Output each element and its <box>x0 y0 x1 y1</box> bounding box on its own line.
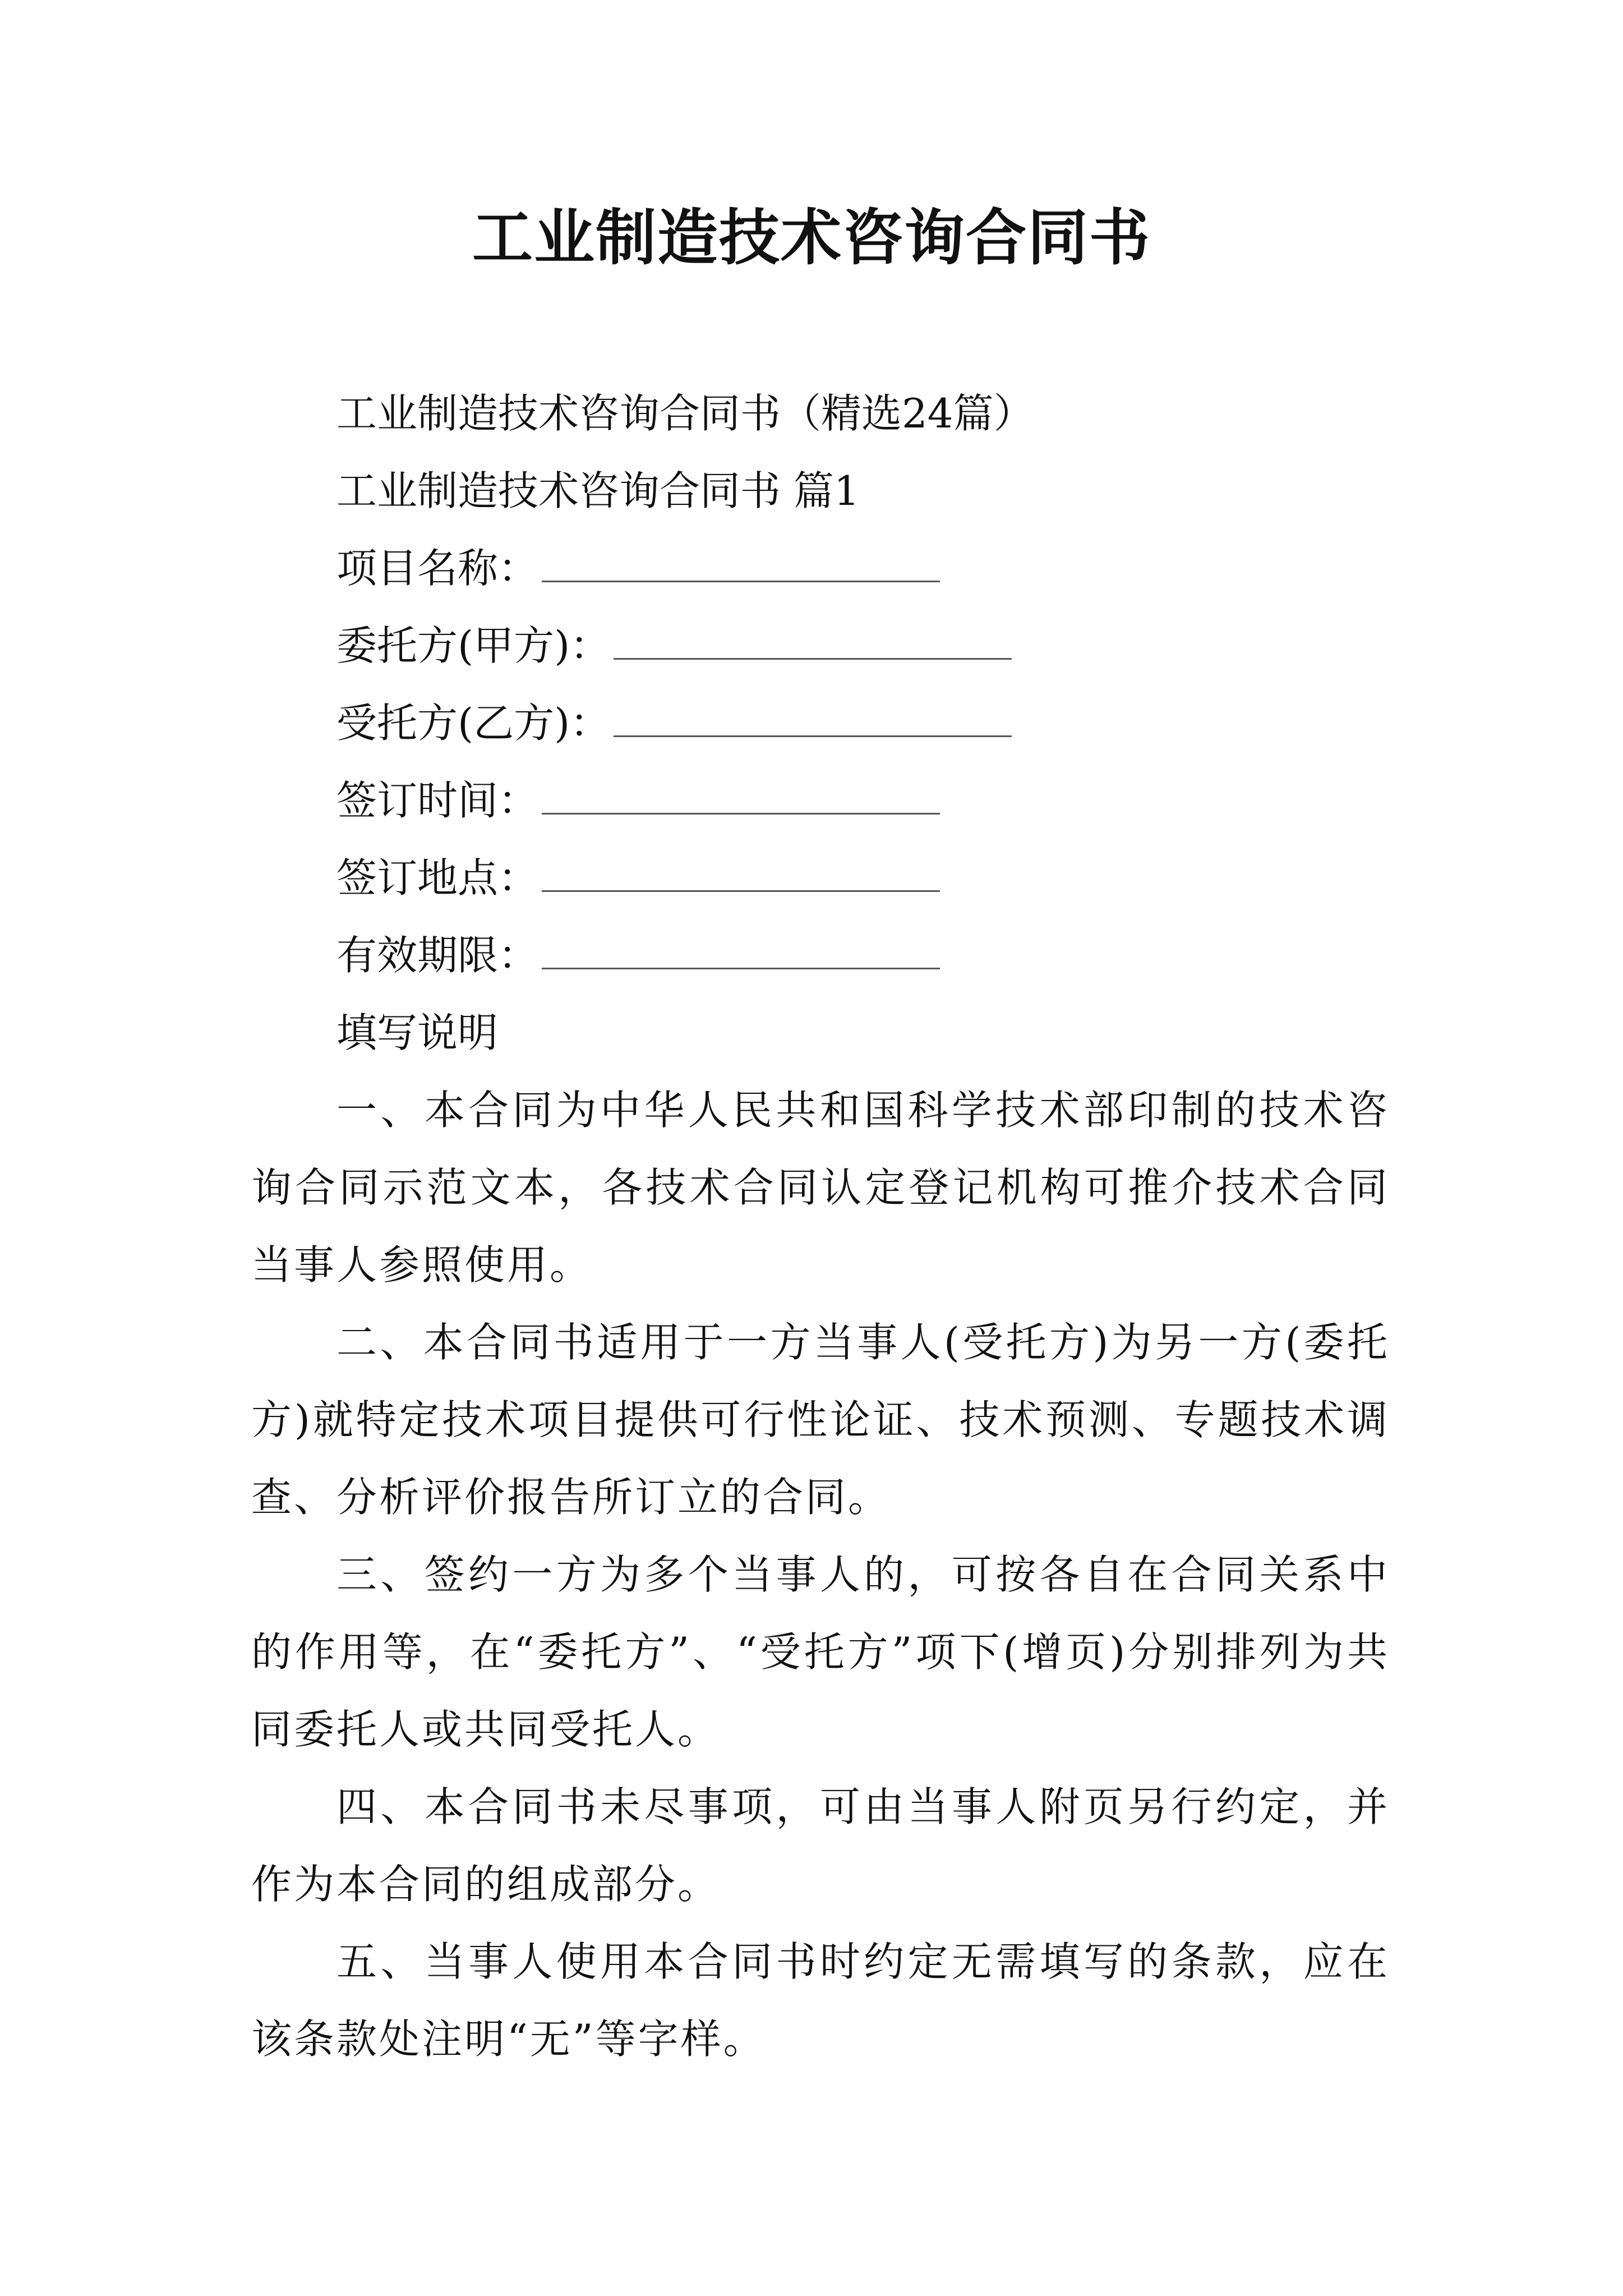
field-label: 项目名称： <box>336 545 539 592</box>
instruction-paragraph-5: 五、当事人使用本合同书时约定无需填写的条款，应在该条款处注明“无”等字样。 <box>251 1938 1390 2063</box>
blank-line <box>542 780 940 815</box>
field-contractor <box>251 684 1390 762</box>
instruction-paragraph-4: 四、本合同书未尽事项，可由当事人附页另行约定，并作为本合同的组成部分。 <box>251 1783 1390 1908</box>
field-label: 签订时间： <box>336 777 539 824</box>
field-sign-date <box>251 762 1390 839</box>
blank-line <box>614 625 1012 660</box>
instruction-paragraph-3: 三、签约一方为多个当事人的，可按各自在合同关系中的作用等，在“委托方”、“受托方”项下(增页)分别排列为共同委托人或共同受托人。 <box>251 1551 1390 1753</box>
blank-line <box>542 548 940 582</box>
field-client <box>251 607 1390 684</box>
blank-line <box>542 935 940 969</box>
blank-line <box>542 858 940 892</box>
section-heading: 工业制造技术咨询合同书 篇1 <box>336 467 860 514</box>
field-label: 有效期限： <box>336 932 539 979</box>
instructions-heading: 填写说明 <box>336 1009 499 1056</box>
instruction-paragraph-1: 一、本合同为中华人民共和国科学技术部印制的技术咨询合同示范文本，各技术合同认定登记机构可推介技术合同当事人参照使用。 <box>251 1087 1390 1289</box>
document-title: 工业制造技术咨询合同书 <box>472 203 1151 273</box>
field-validity <box>251 917 1390 994</box>
document-body <box>251 375 1390 2078</box>
field-label: 受托方(乙方)： <box>336 700 611 747</box>
field-sign-place <box>251 839 1390 917</box>
document-subtitle: 工业制造技术咨询合同书（精选24篇） <box>336 390 1034 437</box>
blank-line <box>614 703 1012 737</box>
field-label: 委托方(甲方)： <box>336 622 611 669</box>
instruction-paragraph-2: 二、本合同书适用于一方当事人(受托方)为另一方(委托方)就特定技术项目提供可行性论证、技术预测、专题技术调查、分析评价报告所订立的合同。 <box>251 1319 1390 1521</box>
field-project-name <box>251 530 1390 607</box>
field-label: 签订地点： <box>336 854 539 901</box>
